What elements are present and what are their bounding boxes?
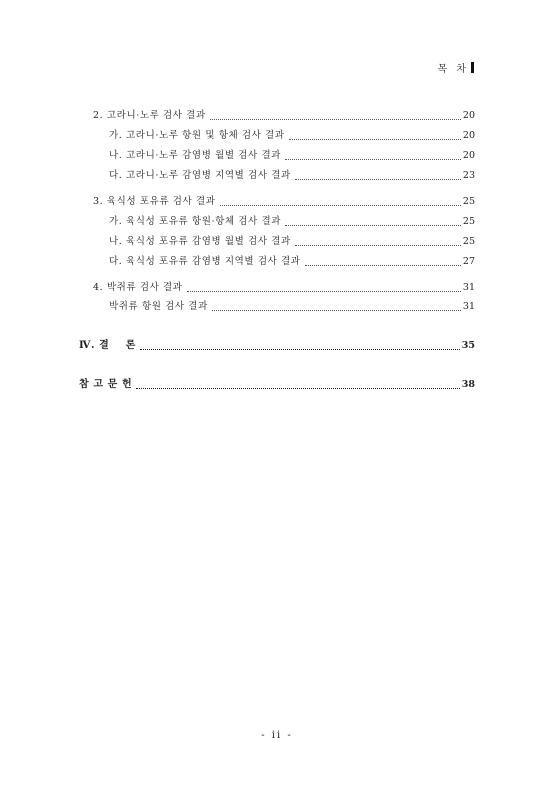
header-title: 목 차 bbox=[437, 64, 469, 75]
leader-dots bbox=[136, 380, 459, 389]
toc-entry-4-sub[interactable]: 박쥐류 항원 검사 결과 31 bbox=[109, 301, 475, 312]
leader-dots bbox=[289, 131, 461, 140]
header-bar-mark bbox=[471, 62, 474, 73]
toc-entry-section-2[interactable]: 2. 고라니·노루 검사 결과 20 bbox=[93, 110, 475, 121]
toc-entry-section-3[interactable]: 3. 육식성 포유류 검사 결과 25 bbox=[93, 196, 475, 207]
leader-dots bbox=[295, 237, 461, 246]
leader-dots bbox=[210, 111, 461, 120]
toc-entry-3-ga[interactable]: 가. 육식성 포유류 항원·항체 검사 결과 25 bbox=[109, 216, 475, 227]
toc-entry-3-da[interactable]: 다. 육식성 포유류 감염병 지역별 검사 결과 27 bbox=[109, 256, 475, 267]
leader-dots bbox=[305, 257, 461, 266]
toc-entry-2-ga[interactable]: 가. 고라니·노루 항원 및 항체 검사 결과 20 bbox=[109, 130, 475, 141]
leader-dots bbox=[285, 217, 461, 226]
leader-dots bbox=[285, 151, 461, 160]
leader-dots bbox=[295, 171, 461, 180]
leader-dots bbox=[212, 302, 461, 311]
toc-entry-section-4[interactable]: 4. 박쥐류 검사 결과 31 bbox=[93, 282, 475, 293]
leader-dots bbox=[187, 283, 461, 292]
toc-entry-2-da[interactable]: 다. 고라니·노루 감염병 지역별 검사 결과 23 bbox=[109, 170, 475, 181]
toc-entry-references[interactable]: 참 고 문 헌 38 bbox=[79, 379, 475, 390]
toc-entry-chapter-4[interactable]: Ⅳ. 결 론 35 bbox=[79, 340, 475, 351]
page-number: - ii - bbox=[261, 730, 293, 741]
leader-dots bbox=[220, 197, 461, 206]
toc-entry-2-na[interactable]: 나. 고라니·노루 감염병 월별 검사 결과 20 bbox=[109, 150, 475, 161]
running-header bbox=[438, 60, 475, 75]
toc-entry-3-na[interactable]: 나. 육식성 포유류 감염병 월별 검사 결과 25 bbox=[109, 236, 475, 247]
leader-dots bbox=[140, 341, 460, 350]
